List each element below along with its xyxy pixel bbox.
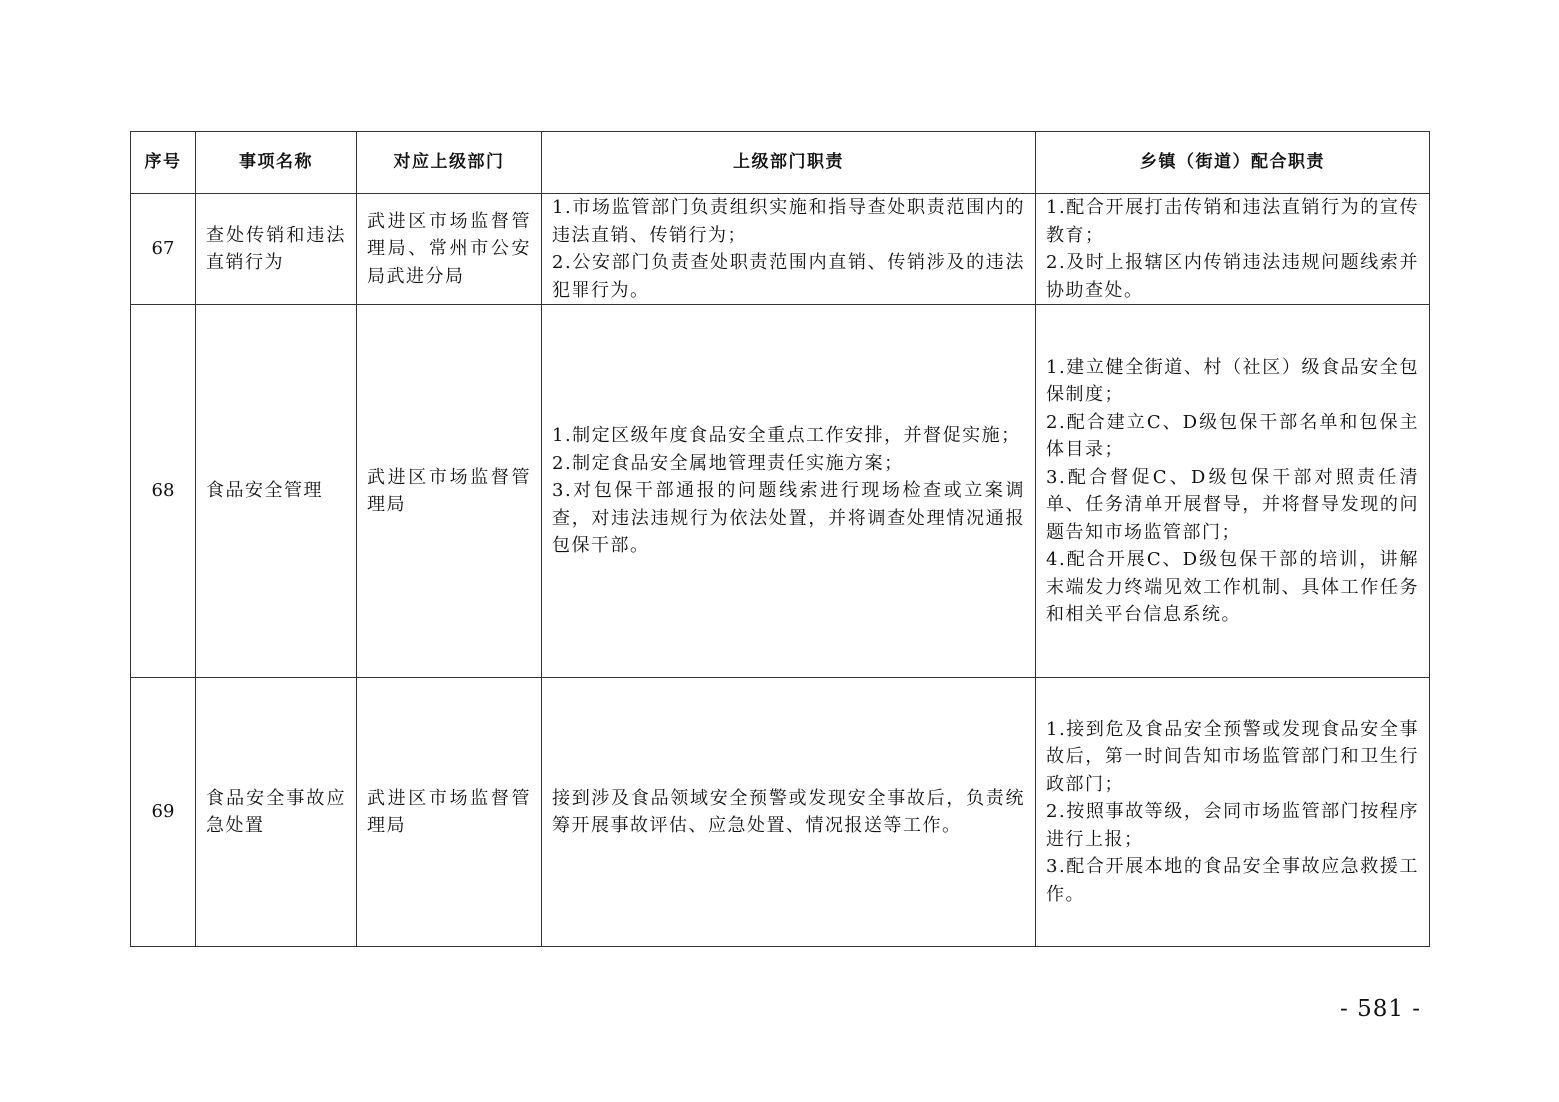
row-upper-duties [542,194,1036,305]
row-department: 武进区市场监督管理局 [357,678,542,947]
table-row [131,305,1430,678]
row-seq: 68 [131,305,196,678]
header-town-duties: 乡镇（街道）配合职责 [1036,132,1430,194]
row-item-name: 食品安全管理 [196,305,357,678]
duty-item: 2.制定食品安全属地管理责任实施方案； [552,452,904,474]
page-number: - 581 - [1340,996,1422,1022]
row-department: 武进区市场监督管理局、常州市公安局武进分局 [357,194,542,305]
duty-item: 3.配合开展本地的食品安全事故应急救援工作。 [1046,856,1419,905]
header-row [131,132,1430,194]
row-town-duties [1036,678,1430,947]
duty-item: 3.对包保干部通报的问题线索进行现场检查或立案调查，对违法违规行为依法处置，并将调查处理情况通报包保干部。 [552,480,1025,557]
header-department: 对应上级部门 [357,132,542,194]
duty-table [130,131,1430,947]
row-item-name: 查处传销和违法直销行为 [196,194,357,305]
duty-item: 1.市场监管部门负责组织实施和指导查处职责范围内的违法直销、传销行为； [552,197,1025,246]
duty-item: 1.建立健全街道、村（社区）级食品安全包保制度； [1046,356,1419,405]
row-item-name: 食品安全事故应急处置 [196,678,357,947]
duty-item: 4.配合开展C、D级包保干部的培训，讲解末端发力终端见效工作机制、具体工作任务和相关平台信息系统。 [1046,549,1419,625]
duty-item: 3.配合督促C、D级包保干部对照责任清单、任务清单开展督导，并将督导发现的问题告知市场监管部门； [1046,466,1419,543]
header-item-name: 事项名称 [196,132,357,194]
row-upper-duties [542,678,1036,947]
duty-item: 2.公安部门负责查处职责范围内直销、传销涉及的违法犯罪行为。 [552,252,1025,301]
table-row [131,194,1430,305]
duty-item: 2.按照事故等级，会同市场监管部门按程序进行上报； [1046,801,1419,850]
row-upper-duties [542,305,1036,678]
duty-item: 1.制定区级年度食品安全重点工作安排，并督促实施； [552,425,1021,447]
table-row [131,678,1430,947]
row-town-duties [1036,194,1430,305]
row-seq: 67 [131,194,196,305]
row-town-duties [1036,305,1430,678]
header-seq: 序号 [131,132,196,194]
row-department: 武进区市场监督管理局 [357,305,542,678]
duty-item: 2.及时上报辖区内传销违法违规问题线索并协助查处。 [1046,252,1419,301]
duty-item: 2.配合建立C、D级包保干部名单和包保主体目录； [1046,411,1419,460]
header-upper-duties: 上级部门职责 [542,132,1036,194]
row-seq: 69 [131,678,196,947]
duty-item: 1.接到危及食品安全预警或发现食品安全事故后，第一时间告知市场监管部门和卫生行政部门； [1046,718,1419,795]
duty-item: 1.配合开展打击传销和违法直销行为的宣传教育； [1046,197,1419,246]
duty-item: 接到涉及食品领域安全预警或发现安全事故后，负责统筹开展事故评估、应急处置、情况报送等工作。 [552,787,1025,836]
